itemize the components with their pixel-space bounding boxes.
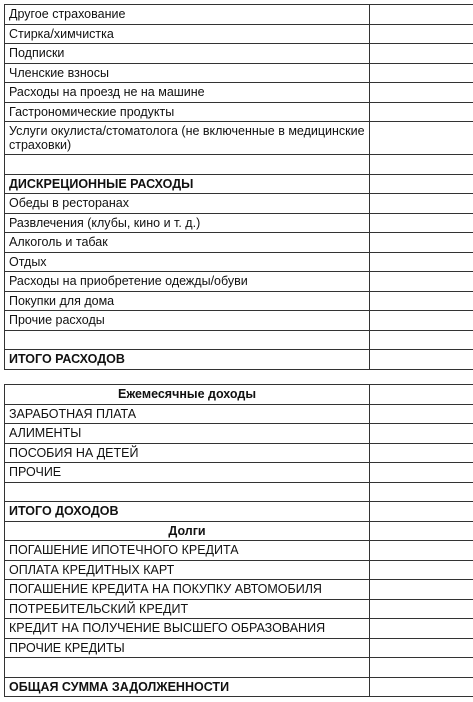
empty-row-label bbox=[5, 330, 370, 350]
table-row bbox=[5, 463, 473, 483]
row-label: Прочие расходы bbox=[5, 311, 370, 331]
table-row bbox=[5, 272, 473, 292]
table-row bbox=[5, 638, 473, 658]
table-row bbox=[5, 580, 473, 600]
amount-cell[interactable] bbox=[370, 174, 473, 194]
amount-cell[interactable] bbox=[370, 443, 473, 463]
total-row bbox=[5, 677, 473, 697]
empty-row-label bbox=[5, 658, 370, 678]
total-expenses-label: ИТОГО РАСХОДОВ bbox=[5, 350, 370, 370]
amount-cell[interactable] bbox=[370, 658, 473, 678]
amount-cell[interactable] bbox=[370, 311, 473, 331]
amount-cell[interactable] bbox=[370, 272, 473, 292]
table-row bbox=[5, 658, 473, 678]
amount-cell[interactable] bbox=[370, 482, 473, 502]
amount-cell[interactable] bbox=[370, 502, 473, 522]
row-label: Стирка/химчистка bbox=[5, 24, 370, 44]
amount-cell[interactable] bbox=[370, 213, 473, 233]
amount-cell[interactable] bbox=[370, 63, 473, 83]
table-row bbox=[5, 443, 473, 463]
table-row bbox=[5, 102, 473, 122]
table-row bbox=[5, 194, 473, 214]
table-row bbox=[5, 330, 473, 350]
table-row bbox=[5, 83, 473, 103]
table-row bbox=[5, 541, 473, 561]
amount-cell[interactable] bbox=[370, 677, 473, 697]
table-row bbox=[5, 291, 473, 311]
debts-heading: Долги bbox=[5, 521, 370, 541]
row-label: Гастрономические продукты bbox=[5, 102, 370, 122]
amount-cell[interactable] bbox=[370, 330, 473, 350]
amount-cell[interactable] bbox=[370, 521, 473, 541]
table-row bbox=[5, 63, 473, 83]
row-label: ПРОЧИЕ КРЕДИТЫ bbox=[5, 638, 370, 658]
table-row bbox=[5, 560, 473, 580]
table-row bbox=[5, 233, 473, 253]
row-label: Расходы на приобретение одежды/обуви bbox=[5, 272, 370, 292]
amount-cell[interactable] bbox=[370, 424, 473, 444]
empty-row-label bbox=[5, 482, 370, 502]
table-row bbox=[5, 155, 473, 175]
row-label: ЗАРАБОТНАЯ ПЛАТА bbox=[5, 404, 370, 424]
row-label: ПОТРЕБИТЕЛЬСКИЙ КРЕДИТ bbox=[5, 599, 370, 619]
amount-cell[interactable] bbox=[370, 463, 473, 483]
table-row bbox=[5, 599, 473, 619]
section-header-row bbox=[5, 174, 473, 194]
row-label: ПОСОБИЯ НА ДЕТЕЙ bbox=[5, 443, 370, 463]
amount-cell[interactable] bbox=[370, 155, 473, 175]
section-header-row bbox=[5, 385, 473, 405]
row-label: Алкоголь и табак bbox=[5, 233, 370, 253]
row-label: Отдых bbox=[5, 252, 370, 272]
row-label: Членские взносы bbox=[5, 63, 370, 83]
amount-cell[interactable] bbox=[370, 580, 473, 600]
row-label: Развлечения (клубы, кино и т. д.) bbox=[5, 213, 370, 233]
table-row bbox=[5, 311, 473, 331]
amount-cell[interactable] bbox=[370, 83, 473, 103]
amount-cell[interactable] bbox=[370, 5, 473, 25]
amount-cell[interactable] bbox=[370, 102, 473, 122]
table-row bbox=[5, 24, 473, 44]
income-debts-table bbox=[4, 384, 473, 697]
monthly-income-heading: Ежемесячные доходы bbox=[5, 385, 370, 405]
row-label: Услуги окулиста/стоматолога (не включенные в медицинские страховки) bbox=[5, 122, 370, 155]
amount-cell[interactable] bbox=[370, 541, 473, 561]
amount-cell[interactable] bbox=[370, 233, 473, 253]
table-row bbox=[5, 404, 473, 424]
section-header-row bbox=[5, 521, 473, 541]
row-label: ПРОЧИЕ bbox=[5, 463, 370, 483]
row-label: ПОГАШЕНИЕ КРЕДИТА НА ПОКУПКУ АВТОМОБИЛЯ bbox=[5, 580, 370, 600]
amount-cell[interactable] bbox=[370, 252, 473, 272]
amount-cell[interactable] bbox=[370, 44, 473, 64]
table-row bbox=[5, 619, 473, 639]
row-label: Расходы на проезд не на машине bbox=[5, 83, 370, 103]
amount-cell[interactable] bbox=[370, 194, 473, 214]
row-label: Другое страхование bbox=[5, 5, 370, 25]
amount-cell[interactable] bbox=[370, 24, 473, 44]
row-label: Подписки bbox=[5, 44, 370, 64]
total-income-label: ИТОГО ДОХОДОВ bbox=[5, 502, 370, 522]
table-row bbox=[5, 122, 473, 155]
amount-cell[interactable] bbox=[370, 560, 473, 580]
table-row bbox=[5, 5, 473, 25]
row-label: Обеды в ресторанах bbox=[5, 194, 370, 214]
row-label: ПОГАШЕНИЕ ИПОТЕЧНОГО КРЕДИТА bbox=[5, 541, 370, 561]
total-debt-label: ОБЩАЯ СУММА ЗАДОЛЖЕННОСТИ bbox=[5, 677, 370, 697]
table-row bbox=[5, 424, 473, 444]
amount-cell[interactable] bbox=[370, 638, 473, 658]
amount-cell[interactable] bbox=[370, 291, 473, 311]
amount-cell[interactable] bbox=[370, 599, 473, 619]
discretionary-expenses-heading: ДИСКРЕЦИОННЫЕ РАСХОДЫ bbox=[5, 174, 370, 194]
total-row bbox=[5, 502, 473, 522]
total-row bbox=[5, 350, 473, 370]
amount-cell[interactable] bbox=[370, 350, 473, 370]
table-row bbox=[5, 44, 473, 64]
row-label: АЛИМЕНТЫ bbox=[5, 424, 370, 444]
empty-row-label bbox=[5, 155, 370, 175]
table-row bbox=[5, 213, 473, 233]
amount-cell[interactable] bbox=[370, 385, 473, 405]
row-label: КРЕДИТ НА ПОЛУЧЕНИЕ ВЫСШЕГО ОБРАЗОВАНИЯ bbox=[5, 619, 370, 639]
amount-cell[interactable] bbox=[370, 619, 473, 639]
table-row bbox=[5, 252, 473, 272]
amount-cell[interactable] bbox=[370, 122, 473, 155]
row-label: Покупки для дома bbox=[5, 291, 370, 311]
table-row bbox=[5, 482, 473, 502]
amount-cell[interactable] bbox=[370, 404, 473, 424]
row-label: ОПЛАТА КРЕДИТНЫХ КАРТ bbox=[5, 560, 370, 580]
expenses-table bbox=[4, 4, 473, 370]
